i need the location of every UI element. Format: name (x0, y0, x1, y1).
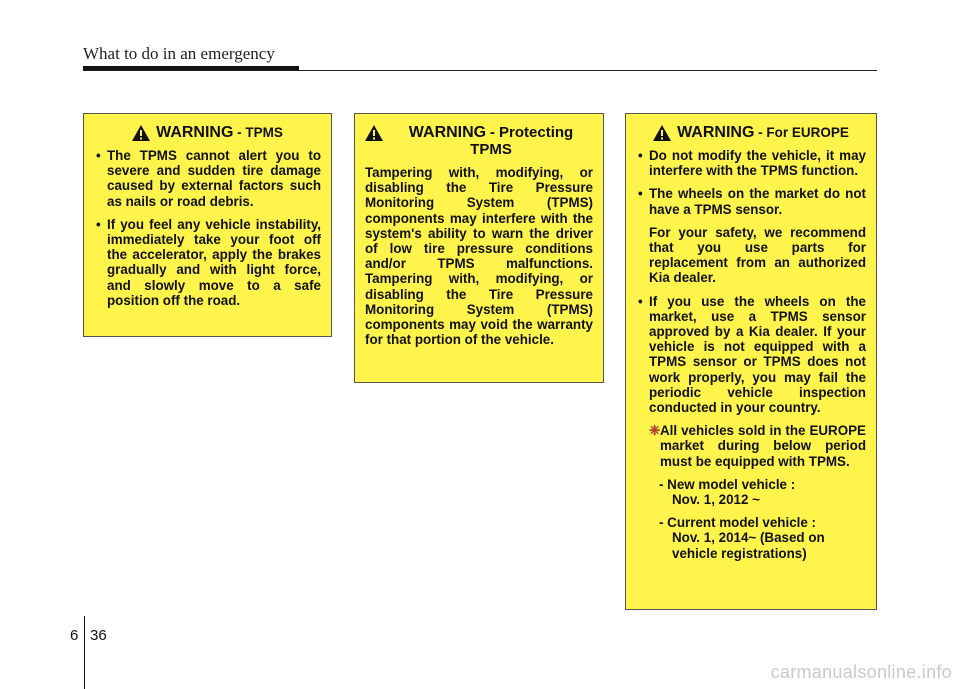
warning-title (94, 124, 321, 141)
warning-title-main: WARNING (156, 124, 234, 141)
warning-title-main: WARNING (408, 124, 487, 141)
date-item-value: Nov. 1, 2014~ (Based on vehicle registrations) (672, 530, 825, 561)
page-number: 36 (90, 627, 107, 644)
warning-bullet: • The TPMS cannot alert you to severe and sudden tire damage caused by external factors such as nails or road debris. (94, 148, 321, 209)
warning-body: Tampering with, modifying, or disabling the Tire Pressure Monitoring System (TPMS) components may interfere with the system's ability to warn the driver of low tire pressure conditions and/or TPMS malfunctions. Tampering with, modifying, or disabling the Tire Pressure Monitoring System (TPMS) components may void the warranty for that portion of the vehicle. (365, 165, 593, 348)
page-header-title: What to do in an emergency (83, 44, 275, 63)
warning-triangle-icon (132, 125, 150, 141)
warning-title-sub: - For EUROPE (758, 125, 849, 140)
warning-bullet-subtext: For your safety, we recommend that you use parts for replacement from an authorized Kia dealer. (649, 224, 866, 286)
warning-bullet (636, 186, 866, 285)
date-item-label: - New model vehicle : (659, 476, 796, 492)
warning-note-text: All vehicles sold in the EUROPE market during below period must be equipped with TPMS. (660, 423, 866, 469)
warning-bullet: • If you use the wheels on the market, use a TPMS sensor approved by a Kia dealer. If your vehicle is not equipped with a TPMS sensor or TPMS does not work properly, you may fail the periodic vehicle inspection conducted in your country. (636, 294, 866, 416)
warning-title (365, 124, 593, 158)
warning-title-sub: - Protecting TPMS (470, 124, 574, 158)
warning-note (636, 423, 866, 469)
date-item-label: - Current model vehicle : (659, 515, 817, 531)
note-mark-icon: ❈ (649, 423, 661, 439)
watermark: carmanualsonline.info (770, 662, 952, 682)
warning-box-europe (625, 113, 877, 610)
warning-triangle-icon (365, 125, 383, 141)
warning-box-tpms (83, 113, 332, 337)
chapter-number: 6 (70, 627, 79, 644)
warning-title (636, 124, 866, 141)
header-rule (83, 70, 877, 71)
warning-triangle-icon (653, 125, 671, 141)
footer-divider (84, 616, 85, 689)
warning-bullet: • If you feel any vehicle instability, immediately take your foot off the accelerator, apply the brakes gradually and with light force, and slowly move to a safe position off the road. (94, 217, 321, 308)
date-item-value: Nov. 1, 2012 ~ (672, 492, 760, 508)
warning-bullet-text: • The wheels on the market do not have a TPMS sensor. (649, 186, 866, 217)
date-item (636, 515, 866, 561)
warning-bullet: • Do not modify the vehicle, it may interfere with the TPMS function. (636, 148, 866, 178)
warning-box-protecting-tpms (354, 113, 604, 383)
date-item (636, 477, 866, 507)
warning-title-main: WARNING (677, 124, 755, 141)
warning-title-sub: - TPMS (237, 125, 283, 140)
